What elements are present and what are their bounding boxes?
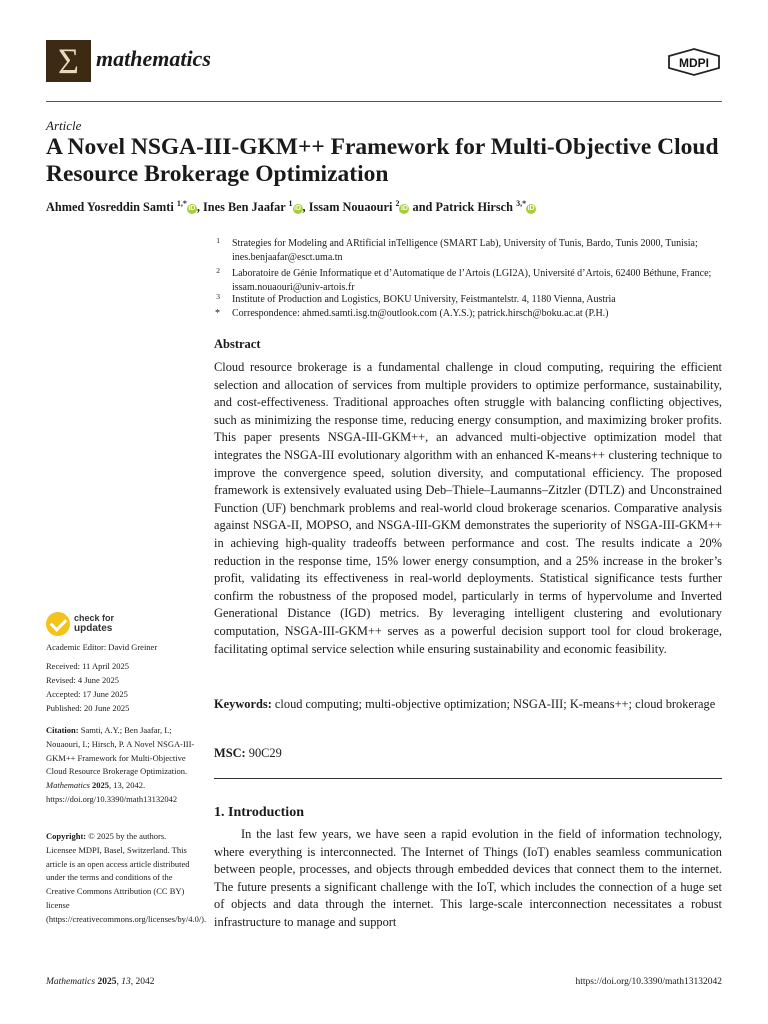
academic-editor: Academic Editor: David Greiner bbox=[46, 642, 158, 652]
author-name: Issam Nouaouri bbox=[308, 200, 396, 215]
orcid-icon[interactable]: iD bbox=[188, 205, 196, 213]
copyright bbox=[46, 830, 207, 927]
affiliation-1 bbox=[214, 237, 724, 265]
paper-title: A Novel NSGA-III-GKM++ Framework for Multi-Objective Cloud Resource Brokerage Optimization bbox=[46, 134, 719, 187]
footer-year: 2025 bbox=[97, 977, 117, 987]
check-updates-line2: updates bbox=[74, 623, 113, 634]
affiliation-text: Laboratoire de Génie Informatique et d’Automatique de l’Artois (LGI2A), Université d’Artois, 62400 Béthune, France; issam.nouaouri@univ-artois.fr bbox=[232, 268, 712, 293]
received-date: Received: 11 April 2025 bbox=[46, 661, 130, 671]
orcid-icon[interactable]: iD bbox=[527, 205, 535, 213]
author-affiliation-sup: 1,* bbox=[176, 199, 187, 208]
author-affiliation-sup: 1 bbox=[288, 199, 293, 208]
affiliation-3 bbox=[214, 293, 724, 307]
article-type: Article bbox=[46, 118, 82, 133]
orcid-icon[interactable]: iD bbox=[294, 205, 302, 213]
section-divider bbox=[214, 778, 722, 779]
footer-volume: 13 bbox=[121, 977, 131, 987]
affiliation-number: * bbox=[215, 308, 220, 319]
affiliation-number: 3 bbox=[216, 292, 220, 301]
header-divider bbox=[46, 101, 722, 102]
author-list bbox=[46, 199, 726, 215]
revised-date: Revised: 4 June 2025 bbox=[46, 675, 119, 685]
journal-name: mathematics bbox=[96, 46, 211, 71]
introduction-heading: 1. Introduction bbox=[214, 805, 304, 820]
citation-doi[interactable]: , 13, 2042. https://doi.org/10.3390/math13132042 bbox=[46, 780, 178, 804]
footer-journal: Mathematics bbox=[46, 977, 96, 987]
check-for-updates-button[interactable] bbox=[46, 610, 166, 638]
keywords-text: cloud computing; multi-objective optimization; NSGA-III; K-means++; cloud brokerage bbox=[271, 697, 716, 711]
keywords-label: Keywords: bbox=[214, 697, 272, 711]
copyright-text: © 2025 by the authors. Licensee MDPI, Basel, Switzerland. This article is an open access article distributed under the terms and conditions of the Creative Commons Attribution (CC BY) license (https://creativecommons.org/licenses/by/4.0/). bbox=[46, 831, 207, 924]
author-separator: , bbox=[196, 200, 204, 215]
author-name: Ahmed Yosreddin Samti bbox=[46, 200, 177, 215]
correspondence-text: Correspondence: ahmed.samti.isg.tn@outlook.com (A.Y.S.); patrick.hirsch@boku.ac.at (P.H.) bbox=[232, 308, 609, 319]
citation bbox=[46, 724, 196, 807]
affiliation-number: 1 bbox=[216, 236, 220, 245]
author-affiliation-sup: 2 bbox=[395, 199, 400, 208]
author-name: Patrick Hirsch bbox=[435, 200, 517, 215]
accepted-date: Accepted: 17 June 2025 bbox=[46, 689, 128, 699]
footer-citation: Mathematics 2025, 13, 2042 bbox=[46, 977, 155, 987]
affiliation-text: Strategies for Modeling and ARtificial inTelligence (SMART Lab), University of Tunis, Bardo, Tunis 2000, Tunisia; ines.benjaafar@esct.uma.tn bbox=[232, 238, 698, 263]
citation-text: Samti, A.Y.; Ben Jaafar, I.; Nouaouri, I.; Hirsch, P. A Novel NSGA-III-GKM++ Framework for Multi-Objective Cloud Resource Brokerage Optimization. bbox=[46, 725, 195, 777]
copyright-label: Copyright: bbox=[46, 831, 87, 841]
author-name: Ines Ben Jaafar bbox=[203, 200, 289, 215]
msc-label: MSC: bbox=[214, 746, 246, 760]
keywords bbox=[214, 696, 722, 714]
msc-text: 90C29 bbox=[245, 746, 282, 760]
citation-journal: Mathematics bbox=[46, 780, 90, 791]
author-separator: and bbox=[409, 200, 436, 215]
abstract-body: Cloud resource brokerage is a fundamental challenge in cloud computing, requiring the efficient selection and allocation of services from multiple providers to optimize performance, sustainability, and cost-effectiveness. Traditional approaches often struggle with balancing conflicting objectives, such as minimizing the response time, reducing energy consumption, and maximizing broker profits. This paper presents NSGA-III-GKM++, an advanced multi-objective optimization model that integrates the NSGA-III evolutionary algorithm with an enhanced K-means++ clustering technique to improve the convergence speed, solution diversity, and computational efficiency. The proposed framework is extensively evaluated using Deb–Thiele–Laumanns–Zitzler (DTLZ) and Unconstrained Function (UF) benchmark problems and real-world cloud brokerage scenarios. Comparative analysis against NSGA-II, MOPSO, and NSGA-III-GKM demonstrates the superiority of NSGA-III-GKM++ in achieving high-quality tradeoffs between performance and cost. The results indicate a 20% reduction in the response time, 15% lower energy consumption, and a 25% increase in the broker’s profit, validating its effectiveness in real-world deployments. Statistical significance tests further confirm the robustness of the proposed model, particularly in terms of hypervolume and Inverted Generational Distance (IGD) metrics. By leveraging intelligent clustering and evolutionary computation, NSGA-III-GKM++ serves as a powerful decision support tool for cloud brokerage, facilitating optimal service selection while ensuring sustainability and economic feasibility. bbox=[214, 360, 722, 656]
introduction-body: In the last few years, we have seen a rapid evolution in the field of information technology, where everything is interconnected. The Internet of Things (IoT) enables seamless communication between people, processes, and objects through embedded devices that connect them to the internet. The future presents a significant challenge with the IoT, which includes the connection of a huge set of objects and data through the internet. This large-scale interconnection necessitates a robust infrastructure to manage and support bbox=[214, 827, 722, 929]
published-date: Published: 20 June 2025 bbox=[46, 703, 130, 713]
affiliation-2 bbox=[214, 267, 724, 295]
author-affiliation-sup: 3,* bbox=[516, 199, 527, 208]
check-updates-icon bbox=[46, 612, 70, 636]
msc bbox=[214, 746, 282, 761]
journal-logo: Σ bbox=[46, 40, 91, 82]
abstract-heading: Abstract bbox=[214, 337, 261, 351]
footer-page: , 2042 bbox=[130, 977, 155, 987]
orcid-icon[interactable]: iD bbox=[400, 205, 408, 213]
mdpi-logo-icon bbox=[667, 48, 721, 76]
citation-year: 2025 bbox=[92, 780, 110, 791]
correspondence bbox=[214, 307, 724, 321]
footer-doi-link[interactable]: https://doi.org/10.3390/math13132042 bbox=[575, 977, 722, 987]
affiliation-text: Institute of Production and Logistics, BOKU University, Feistmantelstr. 4, 1180 Vienna, Austria bbox=[232, 294, 616, 305]
author-separator: , bbox=[302, 200, 309, 215]
publisher-name: MDPI bbox=[679, 56, 709, 70]
affiliation-number: 2 bbox=[216, 266, 220, 275]
citation-label: Citation: bbox=[46, 725, 79, 735]
check-updates-line1: check for bbox=[74, 613, 115, 623]
